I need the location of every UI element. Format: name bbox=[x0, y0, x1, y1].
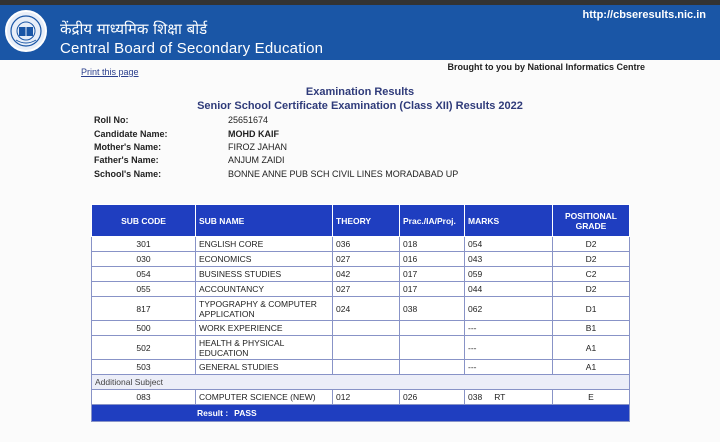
col-theory: THEORY bbox=[333, 205, 400, 237]
table-row bbox=[92, 336, 630, 360]
subject-name: BUSINESS STUDIES bbox=[196, 267, 333, 282]
subject-code: 054 bbox=[92, 267, 196, 282]
subject-code: 500 bbox=[92, 321, 196, 336]
positional-grade: B1 bbox=[553, 321, 630, 336]
theory-marks bbox=[333, 321, 400, 336]
theory-marks: 012 bbox=[333, 390, 400, 405]
candidate-label: Father's Name: bbox=[94, 155, 159, 165]
table-row bbox=[92, 267, 630, 282]
total-marks bbox=[465, 390, 553, 405]
theory-marks: 036 bbox=[333, 237, 400, 252]
positional-grade: D1 bbox=[553, 297, 630, 321]
total-marks: --- bbox=[465, 321, 553, 336]
subject-name: WORK EXPERIENCE bbox=[196, 321, 333, 336]
subject-code: 502 bbox=[92, 336, 196, 360]
mother-name: FIROZ JAHAN bbox=[228, 142, 288, 152]
subject-code: 301 bbox=[92, 237, 196, 252]
result-label: Result : bbox=[197, 408, 229, 418]
marks-note: RT bbox=[494, 392, 506, 402]
positional-grade: C2 bbox=[553, 267, 630, 282]
school-name: BONNE ANNE PUB SCH CIVIL LINES MORADABAD UP bbox=[228, 169, 459, 179]
result-cell bbox=[92, 405, 630, 422]
theory-marks: 024 bbox=[333, 297, 400, 321]
total-marks: --- bbox=[465, 336, 553, 360]
theory-marks: 027 bbox=[333, 282, 400, 297]
total-marks: --- bbox=[465, 360, 553, 375]
result-value: PASS bbox=[234, 408, 257, 418]
subject-name: COMPUTER SCIENCE (NEW) bbox=[196, 390, 333, 405]
exam-title: Examination Results bbox=[305, 86, 415, 98]
table-row bbox=[92, 321, 630, 336]
result-row bbox=[92, 405, 630, 422]
subject-code: 817 bbox=[92, 297, 196, 321]
table-row bbox=[92, 252, 630, 267]
theory-marks: 027 bbox=[333, 252, 400, 267]
candidate-label: Candidate Name: bbox=[94, 129, 168, 139]
board-title-english: Central Board of Secondary Education bbox=[60, 40, 324, 57]
col-marks: MARKS bbox=[465, 205, 553, 237]
total-marks: 059 bbox=[465, 267, 553, 282]
subject-name: TYPOGRAPHY & COMPUTER APPLICATION bbox=[196, 297, 333, 321]
exam-subtitle: Senior School Certificate Examination (Class XII) Results 2022 bbox=[197, 100, 523, 112]
subject-name: HEALTH & PHYSICAL EDUCATION bbox=[196, 336, 333, 360]
table-row bbox=[92, 282, 630, 297]
subject-name: ECONOMICS bbox=[196, 252, 333, 267]
subject-name: ACCOUNTANCY bbox=[196, 282, 333, 297]
table-header-row bbox=[92, 205, 630, 237]
practical-marks: 017 bbox=[400, 282, 465, 297]
positional-grade: A1 bbox=[553, 360, 630, 375]
practical-marks: 038 bbox=[400, 297, 465, 321]
total-marks: 043 bbox=[465, 252, 553, 267]
board-title-hindi: केंद्रीय माध्यमिक शिक्षा बोर्ड bbox=[60, 20, 208, 38]
subject-name: ENGLISH CORE bbox=[196, 237, 333, 252]
brought-by-text: Brought to you by National Informatics Centre bbox=[447, 62, 645, 72]
positional-grade: D2 bbox=[553, 282, 630, 297]
table-row bbox=[92, 390, 630, 405]
practical-marks bbox=[400, 336, 465, 360]
subject-code: 503 bbox=[92, 360, 196, 375]
practical-marks: 026 bbox=[400, 390, 465, 405]
results-table bbox=[91, 204, 630, 422]
positional-grade: D2 bbox=[553, 237, 630, 252]
subject-name: GENERAL STUDIES bbox=[196, 360, 333, 375]
candidate-label: Roll No: bbox=[94, 115, 129, 125]
total-marks: 044 bbox=[465, 282, 553, 297]
theory-marks bbox=[333, 336, 400, 360]
roll-number: 25651674 bbox=[228, 115, 269, 125]
print-page-link[interactable]: Print this page bbox=[81, 67, 139, 77]
col-prac: Prac./IA/Proj. bbox=[400, 205, 465, 237]
site-header bbox=[0, 5, 720, 60]
positional-grade: A1 bbox=[553, 336, 630, 360]
candidate-label: School's Name: bbox=[94, 169, 162, 179]
subject-code: 055 bbox=[92, 282, 196, 297]
positional-grade: E bbox=[553, 390, 630, 405]
col-sub-name: SUB NAME bbox=[196, 205, 333, 237]
additional-subject-row bbox=[92, 375, 630, 390]
practical-marks bbox=[400, 360, 465, 375]
total-marks: 054 bbox=[465, 237, 553, 252]
positional-grade: D2 bbox=[553, 252, 630, 267]
practical-marks: 017 bbox=[400, 267, 465, 282]
practical-marks bbox=[400, 321, 465, 336]
subject-code: 083 bbox=[92, 390, 196, 405]
col-sub-code: SUB CODE bbox=[92, 205, 196, 237]
table-row bbox=[92, 237, 630, 252]
theory-marks bbox=[333, 360, 400, 375]
candidate-label: Mother's Name: bbox=[94, 142, 162, 152]
col-grade: POSITIONAL GRADE bbox=[553, 205, 630, 237]
cbse-logo-icon bbox=[4, 9, 48, 53]
theory-marks: 042 bbox=[333, 267, 400, 282]
candidate-name: MOHD KAIF bbox=[228, 129, 279, 139]
practical-marks: 016 bbox=[400, 252, 465, 267]
total-marks: 062 bbox=[465, 297, 553, 321]
marks-value: 038 bbox=[468, 392, 483, 402]
additional-subject-label: Additional Subject bbox=[92, 375, 630, 390]
site-url: http://cbseresults.nic.in bbox=[582, 9, 706, 21]
father-name: ANJUM ZAIDI bbox=[228, 155, 285, 165]
subject-code: 030 bbox=[92, 252, 196, 267]
table-row bbox=[92, 297, 630, 321]
practical-marks: 018 bbox=[400, 237, 465, 252]
table-row bbox=[92, 360, 630, 375]
